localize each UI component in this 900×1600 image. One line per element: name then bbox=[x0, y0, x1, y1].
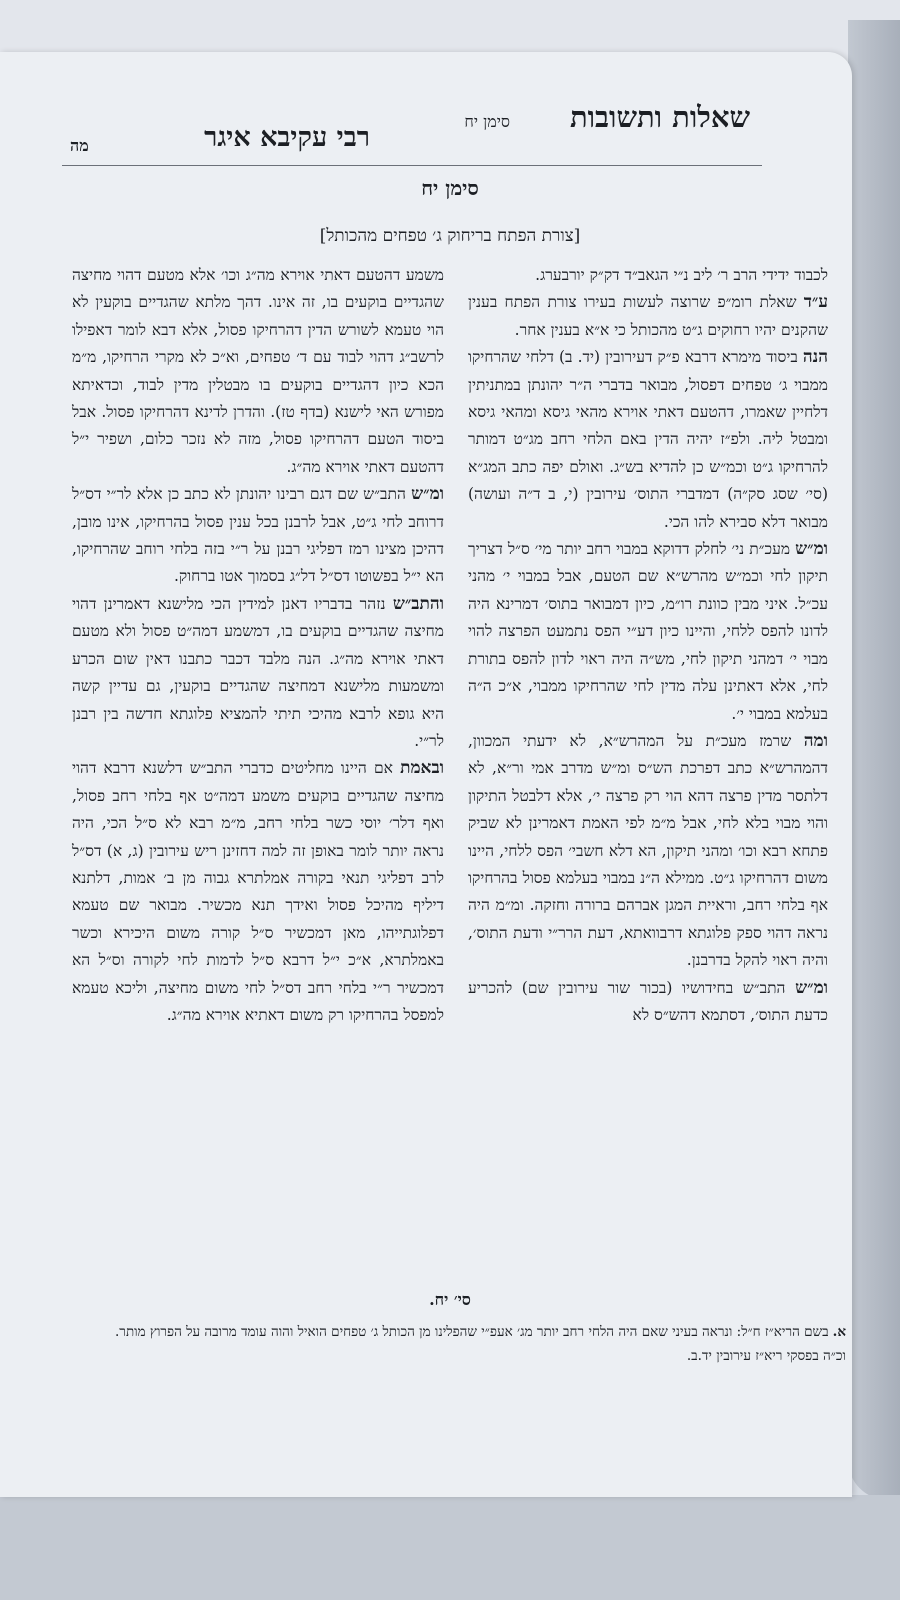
book-page-edge bbox=[848, 20, 900, 1500]
paragraph: משמע דהטעם דאתי אוירא מה״ג וכו׳ אלא מטעם דהוי מחיצה שהגדיים בוקעים בו, זה אינו. דהך מלתא שהגדיים בוקעין לא הוי טעמא לשורש הדין דהרחיקו פסול, אלא דבא לומר דאפילו לרשב״ג דהוי לבוד עם ד׳ טפחים, וא״כ לא מקרי הרחיקו, מ״מ הכא כיון דהגדיים בוקעים בו מבטלין מדין לבוד, וכדאיתא מפורש האי לישנא (בדף טז). והדרן לדינא דהרחיקו פסול. אבל ביסוד הטעם דהרחיקו פסול, מזה לא נזכר כלום, ושפיר י״ל דהטעם דאתי אוירא מה״ג. bbox=[72, 266, 444, 476]
paragraph: ע״ד שאלת רומ״פ שרוצה לעשות בעירו צורת הפתח בענין שהקנים יהיו רחוקים ג״ט מהכותל כי א״א בענין אחר. bbox=[468, 292, 828, 339]
left-column bbox=[72, 262, 444, 1029]
paragraph: ובאמת אם היינו מחליטים כדברי התב״ש דלשנא דרבא דהוי מחיצה שהגדיים בוקעים משמע דמה״ט אף בלחי רחב פסול, ואף דלר׳ יוסי כשר בלחי רחב, מ״מ רבא לא ס״ל הכי, היה נראה יותר לומר באופן זה למה דחזינן ריש עירובין (ג, א) דס״ל לרב דפליגי תנאי בקורה אמלתרא גבוה מן ב׳ אמות, דלתנא דיליף מהיכל פסול ואידך תנא מכשיר. מבואר שם טעמא דפלוגתייהו, מאן דמכשיר ס״ל קורה משום היכירא וכשר באמלתרא, א״כ י״ל דרבא ס״ל לדמות לחי לקורה וס״ל הא דמכשיר ר״י בלחי רחב דס״ל לחי משום מחיצה, וליכא טעמא למפסל בהרחיקו רק משום דאתיא אוירא מה״ג. bbox=[72, 758, 444, 1024]
siman-title: סימן יח bbox=[421, 176, 479, 200]
header-siman-label: סימן יח bbox=[464, 112, 510, 131]
siman-subject: [צורת הפתח בריחוק ג׳ טפחים מהכותל] bbox=[319, 226, 581, 246]
paragraph: הנה ביסוד מימרא דרבא פ״ק דעירובין (יד. ב) דלחי שהרחיקו ממבוי ג׳ טפחים דפסול, מבואר בדברי ה״ר יהונתן במתניתין דלחיין שאמרו, דהטעם דאתי אוירא מהאי גיסא ומהאי גיסא ומבטל ליה. ולפ״ז יהיה הדין באם הלחי רחב מג״ט דמותר להרחיקו ג״ט וכמ״ש כן להדיא בש״ג. ואולם יפה כתב המג״א (סי׳ שסג סק״ה) דמדברי התוס׳ עירובין (י, ב ד״ה ועושה) מבואר דלא סבירא להו הכי. bbox=[468, 347, 828, 531]
page-number: מה bbox=[70, 136, 89, 155]
header-rule bbox=[62, 165, 762, 166]
paragraph: לכבוד ידידי הרב ר׳ ליב נ״י הגאב״ד דק״ק יורבערג. bbox=[535, 266, 828, 284]
paragraph: ומ״ש התב״ש בחידושיו (בכור שור עירובין שם) להכריע כדעת התוס׳, דסתמא דהש״ס לא bbox=[468, 977, 828, 1024]
book-title: שאלות ותשובות bbox=[569, 100, 750, 134]
footnote-text: בשם הריא״ז ח״ל: ונראה בעיני שאם היה הלחי רחב יותר מג׳ אעפ״י שהפלינו מן הכותל ג׳ טפחים הואיל והוה עומד מרובה על הפרוץ מותר. וכ״ה בפסקי ריא״ז עירובין יד.ב. bbox=[115, 1324, 846, 1364]
right-column bbox=[468, 262, 828, 1029]
footnote bbox=[90, 1320, 846, 1368]
paragraph: ומה שרמז מעכ״ת על המהרש״א, לא ידעתי המכוון, דהמהרש״א כתב דפרכת הש״ס ומ״ש מדרב אמי ור״א, לא דלתסר מדין פרצה דהא הוי רק פרצה י׳, אלא דלבטל התיקון והוי מבוי בלא לחי, אבל מ״מ לפי האמת דאמרינן לא שביק פתחא רבא וכו׳ ומהני תיקון, הא דלא חשבי׳ הפס ללחי, היינו משום דהרחיקו ג״ט. ממילא ה״נ במבוי בעלמא פסול בהרחיקו אף בלחי רחב, וראיית המגן אברהם ברורה וחזקה. ומ״מ היה נראה דהוי ספק פלוגתא דרבוואתא, דעת הרר״י ודעת התוס׳, והיה ראוי להקל בדרבנן. bbox=[468, 730, 828, 970]
table-surface bbox=[0, 1495, 900, 1600]
paragraph: ומ״ש מעכ״ת ני׳ לחלק דדוקא במבוי רחב יותר מי׳ ס״ל דצריך תיקון לחי וכמ״ש מהרש״א שם הטעם, אבל במבוי י׳ מהני עכ״ל. איני מבין כוונת רו״מ, כיון דמבואר בתוס׳ דמרינא היה לדונו להפס ללחי, והיינו כיון דע״י הפס נתמעט הפרצה להוי מבוי י׳ דמהני תיקון לחי, מש״ה היה ראוי לדון להפס בתורת לחי, אלא דאתינן עלה מדין לחי שהרחיקו ממבוי, א״כ ה״ה בעלמא במבוי י׳. bbox=[468, 539, 828, 723]
running-header bbox=[50, 100, 750, 155]
paragraph: והתב״ש נזהר בדבריו דאנן למידין הכי מלישנא דאמרינן דהוי מחיצה שהגדיים בוקעים בו, דמשמע דמה״ט פסול ולא מטעם דאתי אוירא מה״ג. הנה מלבד דכבר כתבנו דאין שום הכרע ומשמעות מלישנא דמחיצה שהגדיים בוקעין, גם עדיין קשה היא גופא לרבא מהיכי תיתי להמציא פלוגתא חדשה בין רבנן לר״י. bbox=[72, 593, 444, 750]
footnotes-title: סי׳ יח. bbox=[429, 1290, 471, 1309]
footnote-mark: א. bbox=[832, 1324, 846, 1340]
paragraph: ומ״ש התב״ש שם דגם רבינו יהונתן לא כתב כן אלא לר״י דס״ל דרוחב לחי ג״ט, אבל לרבנן בכל ענין פסול בהרחיקו, אינו מובן, דהיכן מצינו רמז דפליגי רבנן על ר״י בזה בלחי רוחב שהרחיקו, הא י״ל בפשוטו דס״ל דל״ג בסמוך אטו ברחוק. bbox=[72, 484, 444, 586]
author-name: רבי עקיבא איגר bbox=[204, 122, 370, 153]
